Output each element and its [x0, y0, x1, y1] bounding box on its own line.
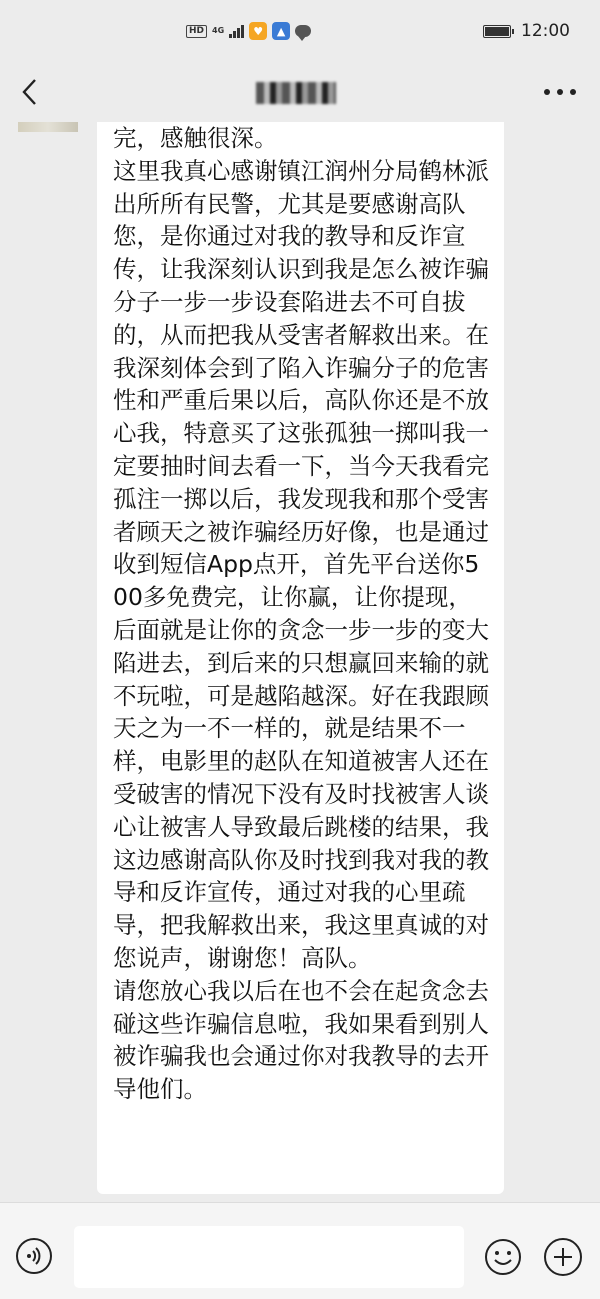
chat-header [0, 62, 600, 122]
message-list[interactable] [0, 122, 600, 1202]
network-type: 4G [212, 26, 225, 35]
status-right [483, 21, 570, 41]
plus-icon [552, 1246, 574, 1268]
message-bubble[interactable] [97, 122, 504, 1194]
avatar[interactable] [18, 122, 78, 132]
more-button[interactable] [520, 62, 600, 122]
hd-badge: HD [186, 25, 207, 38]
signal-icon [229, 24, 244, 38]
app-notification-icon-2: ▲ [272, 22, 290, 40]
battery-icon [483, 25, 511, 38]
app-notification-icon: ♥ [249, 22, 267, 40]
back-button[interactable] [0, 62, 60, 122]
emoji-icon [484, 1238, 522, 1276]
clock: 12:00 [521, 21, 570, 41]
emoji-button[interactable] [484, 1238, 522, 1276]
message-input[interactable] [74, 1226, 464, 1288]
voice-icon [24, 1246, 44, 1266]
chat-notification-icon [295, 25, 311, 37]
chevron-left-icon [19, 77, 41, 107]
plus-button[interactable] [544, 1238, 582, 1276]
ellipsis-icon [543, 88, 577, 96]
input-bar [0, 1202, 600, 1299]
voice-button[interactable] [16, 1238, 52, 1274]
message-text: 完，感触很深。 这里我真心感谢镇江润州分局鹤林派出所所有民警，尤其是要感谢高队您，是你通过对我的教导和反诈宣传，让我深刻认识到我是怎么被诈骗分子一步一步设套陷进去不可自拔的，从而把我从受害者解救出来。在我深刻体会到了陷入诈骗分子的危害性和严重后果以后，高队你还是不放心我，特意买了这张孤独一掷叫我一定要抽时间去看一下，当今天我看完孤注一掷以后，我发现我和那个受害者顾天之被诈骗经历好像，也是通过收到短信App点开，首先平台送你500多免费完，让你赢，让你提现，后面就是让你的贪念一步一步的变大陷进去，到后来的只想赢回来输的就不玩啦，可是越陷越深。好在我跟顾天之为一不一样的，就是结果不一样，电影里的赵队在知道被害人还在受破害的情况下没有及时找被害人谈心让被害人导致最后跳楼的结果，我这边感谢高队你及时找到我对我的教导和反诈宣传，通过对我的心里疏导，把我解救出来，我这里真诚的对您说声，谢谢您！高队。 请您放心我以后在也不会在起贪念去碰这些诈骗信息啦，我如果看到别人被诈骗我也会通过你对我教导的去开导他们。 [113, 124, 489, 1104]
status-icons [186, 22, 311, 40]
status-bar [0, 0, 600, 62]
chat-title [256, 82, 336, 104]
